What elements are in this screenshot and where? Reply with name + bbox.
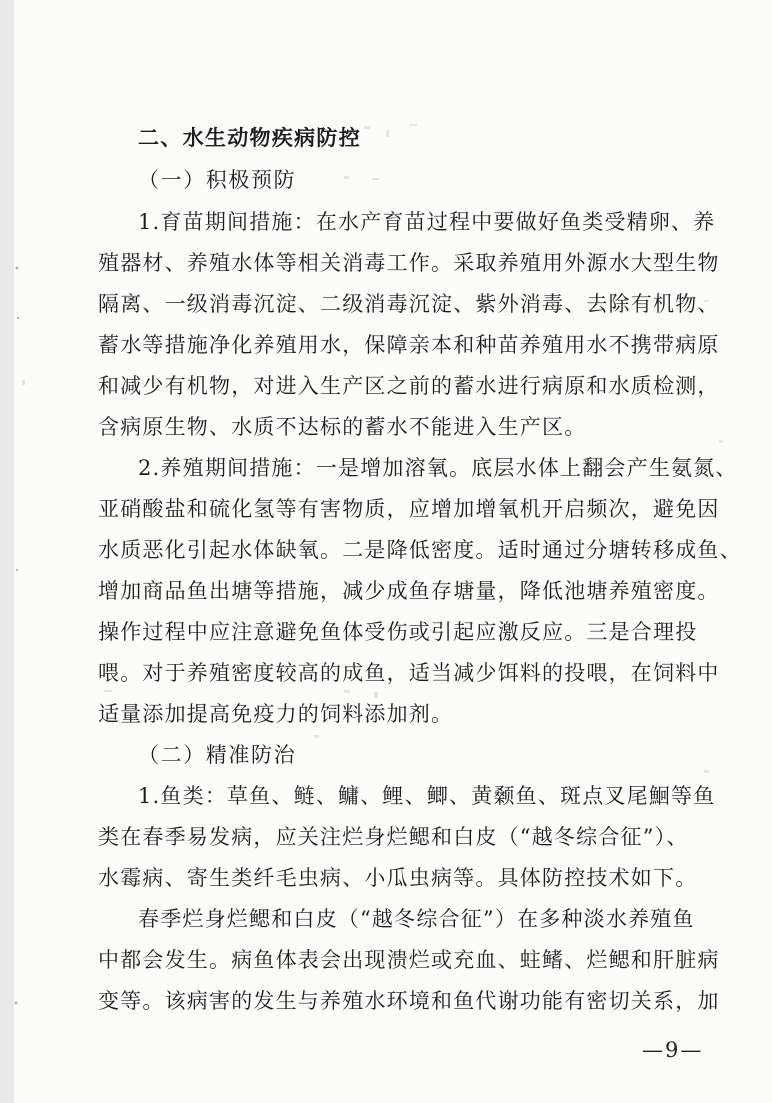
paragraph-line: 春季烂身烂鳃和白皮（“越冬综合征”）在多种淡水养殖鱼 (138, 907, 695, 931)
page-number: —9— (642, 1038, 704, 1062)
paragraph-line: 2.养殖期间措施：一是增加溶氧。底层水体上翻会产生氨氮、 (138, 456, 738, 480)
subsection-heading-prevention: （一）积极预防 (138, 168, 297, 192)
paragraph-line: 1.鱼类：草鱼、鲢、鳙、鲤、鲫、黄颡鱼、斑点叉尾鮰等鱼 (138, 784, 716, 808)
paragraph-line: 适量添加提高免疫力的饲料添加剂。 (98, 702, 454, 726)
paragraph-line: 类在春季易发病，应关注烂身烂鳃和白皮（“越冬综合征”）、 (98, 825, 689, 849)
paragraph-line: 增加商品鱼出塘等措施，减少成鱼存塘量，降低池塘养殖密度。 (98, 579, 720, 603)
paragraph-line: 蓄水等措施净化养殖用水，保障亲本和种苗养殖用水不携带病原 (98, 333, 720, 357)
section-heading: 二、水生动物疾病防控 (138, 126, 361, 150)
paragraph-line: 水质恶化引起水体缺氧。二是降低密度。适时通过分塘转移成鱼、 (98, 538, 742, 562)
paragraph-line: 亚硝酸盐和硫化氢等有害物质，应增加增氧机开启频次，避免因 (98, 497, 720, 521)
document-page (14, 0, 772, 1103)
paragraph-line: 操作过程中应注意避免鱼体受伤或引起应激反应。三是合理投 (98, 620, 698, 644)
paragraph-line: 隔离、一级消毒沉淀、二级消毒沉淀、紫外消毒、去除有机物、 (98, 292, 720, 316)
paragraph-line: 1.育苗期间措施：在水产育苗过程中要做好鱼类受精卵、养 (138, 210, 716, 234)
paragraph-line: 含病原生物、水质不达标的蓄水不能进入生产区。 (98, 415, 587, 439)
paragraph-line: 水霉病、寄生类纤毛虫病、小瓜虫病等。具体防控技术如下。 (98, 866, 698, 890)
paragraph-line: 和减少有机物，对进入生产区之前的蓄水进行病原和水质检测， (98, 374, 720, 398)
subsection-heading-precise-control: （二）精准防治 (138, 743, 297, 767)
paragraph-spring-disease (14, 0, 772, 1103)
paragraph-line: 变等。该病害的发生与养殖水环境和鱼代谢功能有密切关系，加 (98, 989, 720, 1013)
paragraph-line: 中都会发生。病鱼体表会出现溃烂或充血、蛀鳍、烂鳃和肝脏病 (98, 948, 720, 972)
paragraph-line: 喂。对于养殖密度较高的成鱼，适当减少饵料的投喂，在饲料中 (98, 661, 720, 685)
paragraph-line: 殖器材、养殖水体等相关消毒工作。采取养殖用外源水大型生物 (98, 251, 720, 275)
